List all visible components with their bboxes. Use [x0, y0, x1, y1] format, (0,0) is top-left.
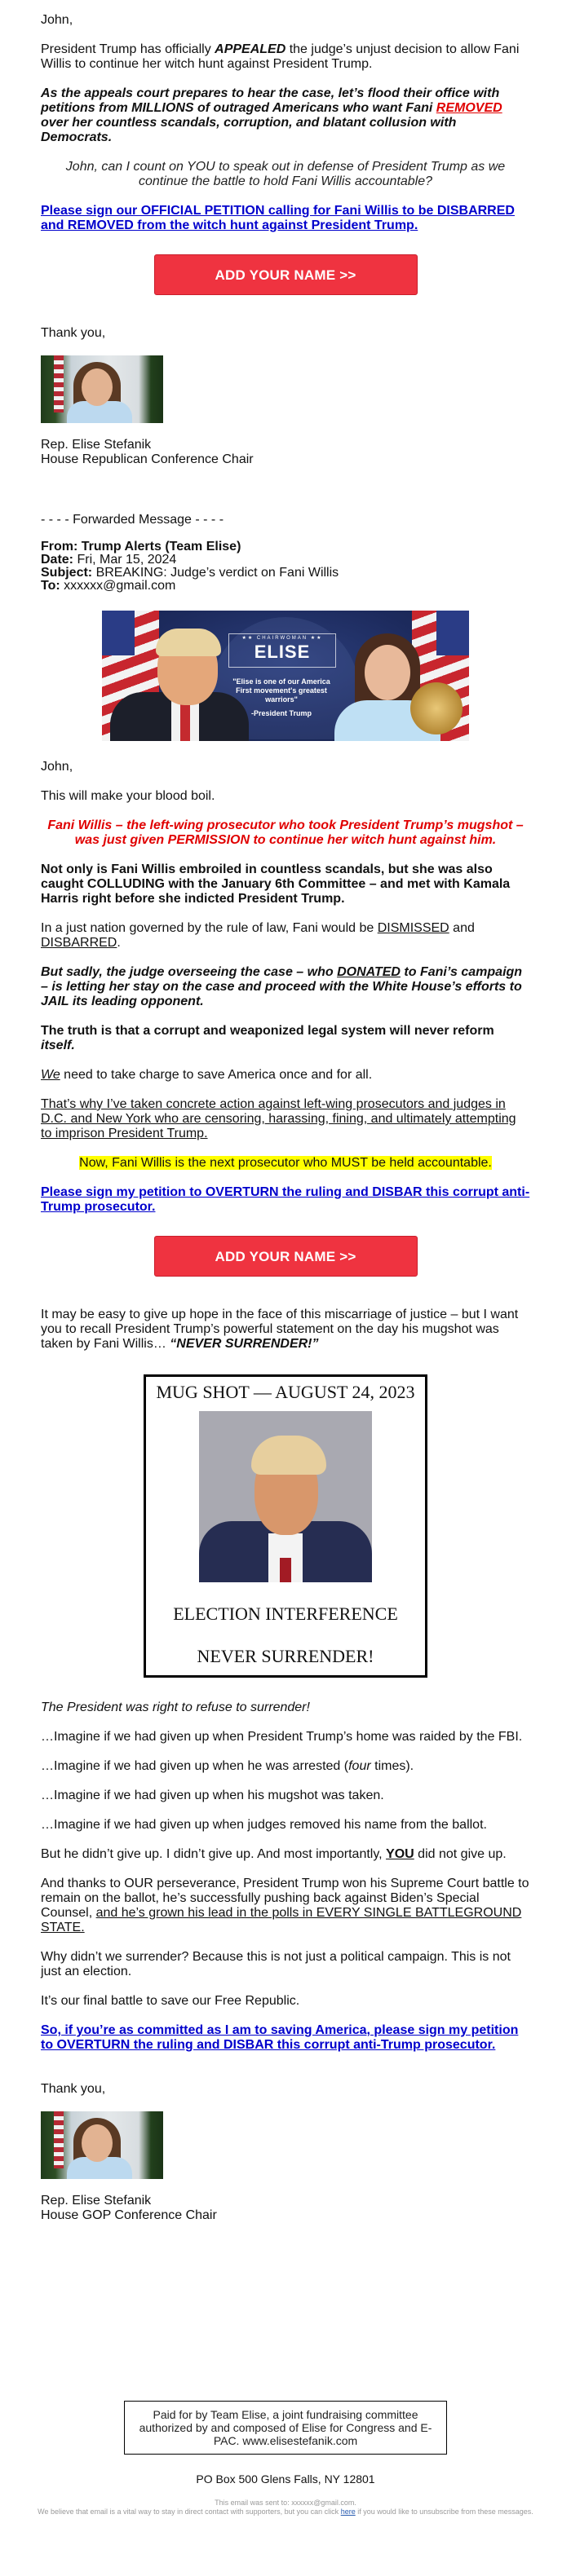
meta-date: Date: Fri, Mar 15, 2024 — [41, 553, 177, 567]
email-body — [38, 0, 533, 2525]
greeting: John, — [41, 13, 73, 27]
closing-didnt-give-up: But he didn’t give up. I didn’t give up. And most importantly, YOU did not give up. — [41, 1847, 507, 1861]
body-blood-boil: This will make your blood boil. — [41, 789, 215, 803]
forwarded-meta — [41, 540, 530, 593]
mailing-address: PO Box 500 Glens Falls, NY 12801 — [196, 2472, 375, 2486]
imagine-3: …Imagine if we had given up when his mugshot was taken. — [41, 1789, 384, 1802]
signature-title: House Republican Conference Chair — [41, 452, 254, 466]
signature-block — [41, 2194, 530, 2223]
forwarded-divider: - - - - Forwarded Message - - - - — [41, 513, 224, 527]
body-red-alert: Fani Willis – the left-wing prosecutor who took President Trump’s mugshot – was just given PERMISSION to continue her witch hunt against him. — [47, 818, 524, 847]
signature-title: House GOP Conference Chair — [41, 2208, 217, 2222]
mugshot-photo — [199, 1411, 372, 1582]
mugshot-image — [144, 1374, 427, 1678]
add-your-name-button[interactable]: ADD YOUR NAME >> — [154, 254, 418, 295]
body-we-need: We need to take charge to save America once and for all. — [41, 1068, 373, 1082]
body-concrete-action: That’s why I’ve taken concrete action against left-wing prosecutors and judges in D.C. and New York who are censoring, harassing, fining, and ultimately attempting to imprison President Trump. — [41, 1097, 516, 1140]
petition-link-overturn[interactable]: Please sign my petition to OVERTURN the ruling and DISBAR this corrupt anti-Trump prosecutor. — [41, 1185, 530, 1214]
intro-paragraph-flood: As the appeals court prepares to hear the case, let’s flood their office with petitions from MILLIONS of outraged Americans who want Fani REMOVED over her countless scandals, corruption, and blatant collusion with Democrats. — [41, 86, 502, 144]
paid-for-disclaimer: Paid for by Team Elise, a joint fundraising committee authorized by and composed of Elise for Congress and E-PAC. www.elisestefanik.com — [124, 2401, 447, 2455]
signature-name: Rep. Elise Stefanik — [41, 2194, 152, 2208]
imagine-4: …Imagine if we had given up when judges removed his name from the ballot. — [41, 1818, 487, 1832]
thanks-text: Thank you, — [41, 2082, 106, 2096]
banner-quote: "Elise is one of our America First movement's greatest warriors" -President Trump — [232, 677, 330, 717]
official-seal-icon — [410, 682, 463, 734]
unsubscribe-link[interactable]: here — [340, 2508, 356, 2516]
body-highlight: Now, Fani Willis is the next prosecutor who MUST be held accountable. — [79, 1156, 492, 1170]
meta-from: From: Trump Alerts (Team Elise) — [41, 540, 241, 554]
emphasis-appealed: APPEALED — [215, 42, 286, 56]
body-colluding: Not only is Fani Willis embroiled in countless scandals, but she was also caught COLLUDING with the January 6th Committee – and met with Kamala Harris right before she indicted President Trump. — [41, 862, 511, 906]
closing-right: The President was right to refuse to surrender! — [41, 1700, 310, 1714]
unsubscribe-notice: This email was sent to: xxxxxx@gmail.com. We believe that email is a vital way to stay in direct contact with supporters, but you can click here if you would like to unsubscribe from these messages. — [24, 2499, 547, 2516]
sent-to-text: This email was sent to: xxxxxx@gmail.com. — [215, 2499, 356, 2507]
body-truth: The truth is that a corrupt and weaponized legal system will never reform itself. — [41, 1024, 494, 1052]
mugshot-caption-1: ELECTION INTERFERENCE — [173, 1603, 398, 1624]
closing-final-battle: It’s our final battle to save our Free Republic. — [41, 1994, 300, 2008]
header-banner-image — [102, 611, 469, 741]
flag-icon — [54, 355, 64, 412]
imagine-1: …Imagine if we had given up when President Trump’s home was raided by the FBI. — [41, 1730, 523, 1744]
elise-logo: ★★ CHAIRWOMAN ★★ ELISE — [228, 633, 336, 668]
body-just-nation: In a just nation governed by the rule of law, Fani would be DISMISSED and DISBARRED. — [41, 921, 475, 950]
signature-name: Rep. Elise Stefanik — [41, 438, 152, 452]
mugshot-title: MUG SHOT — AUGUST 24, 2023 — [156, 1382, 415, 1402]
meta-to: To: xxxxxx@gmail.com — [41, 579, 176, 593]
signature-block — [41, 438, 530, 467]
signature-photo — [41, 2111, 163, 2179]
thanks-text: Thank you, — [41, 326, 106, 340]
body-hope: It may be easy to give up hope in the face of this miscarriage of justice – but I want you to recall President Trump’s powerful statement on the day his mugshot was taken by Fani Willis… “NEVER SURRENDER!” — [41, 1308, 519, 1351]
signature-photo — [41, 355, 163, 423]
imagine-2: …Imagine if we had given up when he was arrested (four times). — [41, 1759, 414, 1773]
petition-link-committed[interactable]: So, if you’re as committed as I am to saving America, please sign my petition to OVERTURN the ruling and DISBAR this corrupt anti-Trump prosecutor. — [41, 2023, 519, 2052]
meta-subject: Subject: BREAKING: Judge’s verdict on Fani Willis — [41, 566, 339, 580]
intro-question: John, can I count on YOU to speak out in defense of President Trump as we continue the battle to hold Fani Willis accountable? — [65, 160, 506, 188]
cta-container — [41, 254, 530, 295]
petition-link-official[interactable]: Please sign our OFFICIAL PETITION calling for Fani Willis to be DISBARRED and REMOVED from the witch hunt against President Trump. — [41, 204, 515, 232]
add-your-name-button[interactable]: ADD YOUR NAME >> — [154, 1236, 418, 1277]
intro-paragraph-appealed: President Trump has officially APPEALED the judge’s unjust decision to allow Fani Willis to continue her witch hunt against President Trump. — [41, 42, 520, 71]
body-sadly: But sadly, the judge overseeing the case – who DONATED to Fani’s campaign – is letting her stay on the case and proceed with the White House’s efforts to JAIL its leading opponent. — [41, 965, 523, 1008]
closing-why: Why didn’t we surrender? Because this is not just a political campaign. This is not just an election. — [41, 1950, 511, 1978]
mugshot-caption-2: NEVER SURRENDER! — [197, 1646, 374, 1666]
body-greeting: John, — [41, 760, 73, 774]
emphasis-removed: REMOVED — [436, 101, 502, 115]
cta-container — [41, 1236, 530, 1277]
closing-perseverance: And thanks to OUR perseverance, President Trump won his Supreme Court battle to remain on the ballot, he’s successfully pushing back against Biden’s Special Counsel, and he’s grown his lead in the polls in EVERY SINGLE BATTLEGROUND STATE. — [41, 1877, 529, 1934]
flag-icon — [54, 2111, 64, 2168]
